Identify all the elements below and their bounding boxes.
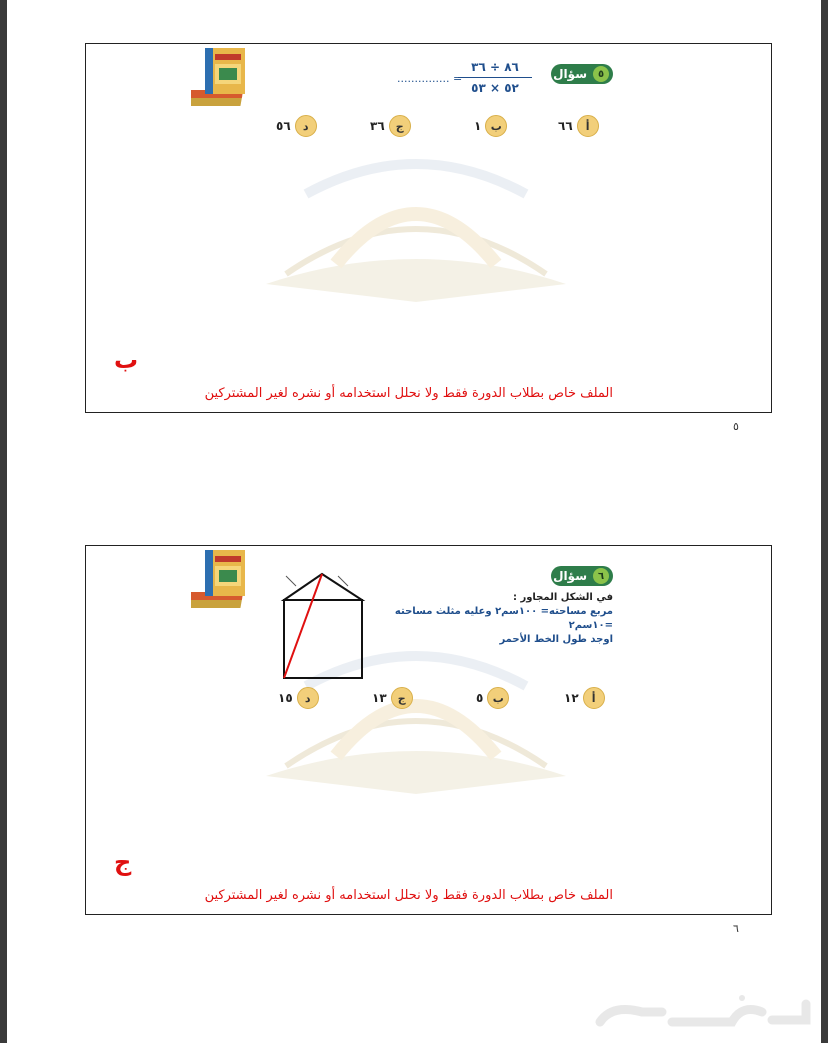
answer-letter: ب	[114, 346, 139, 374]
answer-blank: ............... =	[397, 72, 463, 85]
fraction-denominator: ٥٢ × ٥٣	[471, 81, 519, 95]
option-value: ٥	[476, 691, 484, 705]
question-card-6	[85, 545, 772, 915]
square-triangle-figure	[276, 568, 366, 680]
page-number: ٦	[733, 922, 739, 935]
copyright-note: الملف خاص بطلاب الدورة فقط ولا نحلل استخدامه أو نشره لغير المشتركين	[204, 888, 613, 903]
option-value: ١	[474, 119, 482, 133]
option-b[interactable]	[474, 115, 507, 137]
question-text	[383, 591, 613, 647]
answer-letter: ج	[114, 848, 132, 876]
copyright-note: الملف خاص بطلاب الدورة فقط ولا نحلل استخدامه أو نشره لغير المشتركين	[204, 386, 613, 401]
option-d[interactable]	[278, 687, 319, 709]
haraj-watermark-logo	[592, 992, 814, 1036]
question-label: سؤال	[553, 569, 587, 583]
option-value: ١٣	[372, 691, 387, 705]
fraction-expression	[458, 60, 532, 95]
option-value: ١٥	[278, 691, 293, 705]
question-number: ٥	[593, 66, 609, 82]
question-title: في الشكل المجاور :	[512, 592, 613, 603]
option-letter: ج	[391, 687, 413, 709]
option-letter: أ	[583, 687, 605, 709]
watermark-logo	[226, 124, 606, 304]
option-value: ١٢	[564, 691, 579, 705]
question-number: ٦	[593, 568, 609, 584]
option-letter: ج	[389, 115, 411, 137]
fraction-bar	[458, 77, 532, 78]
book-stack-icon	[191, 46, 255, 112]
option-value: ٣٦	[370, 119, 385, 133]
option-d[interactable]	[276, 115, 317, 137]
option-letter: ب	[485, 115, 507, 137]
option-b[interactable]	[476, 687, 509, 709]
question-badge	[551, 64, 613, 84]
option-c[interactable]	[370, 115, 411, 137]
option-value: ٥٦	[276, 119, 291, 133]
option-c[interactable]	[372, 687, 413, 709]
book-stack-icon	[191, 548, 255, 614]
question-label: سؤال	[553, 67, 587, 81]
right-border	[821, 0, 828, 1043]
page-number: ٥	[733, 420, 739, 433]
option-letter: أ	[577, 115, 599, 137]
option-a[interactable]	[564, 687, 605, 709]
option-letter: ب	[487, 687, 509, 709]
question-line-2: اوجد طول الخط الأحمر	[499, 634, 613, 645]
option-letter: د	[295, 115, 317, 137]
question-line-1: مربع مساحته= ١٠٠سم٢ وعليه مثلث مساحته =١٠سم٢	[394, 606, 613, 631]
option-value: ٦٦	[558, 119, 573, 133]
question-badge	[551, 566, 613, 586]
question-card-5	[85, 43, 772, 413]
option-letter: د	[297, 687, 319, 709]
option-a[interactable]	[558, 115, 599, 137]
left-border	[0, 0, 7, 1043]
fraction-numerator: ٨٦ ÷ ٣٦	[471, 60, 519, 74]
